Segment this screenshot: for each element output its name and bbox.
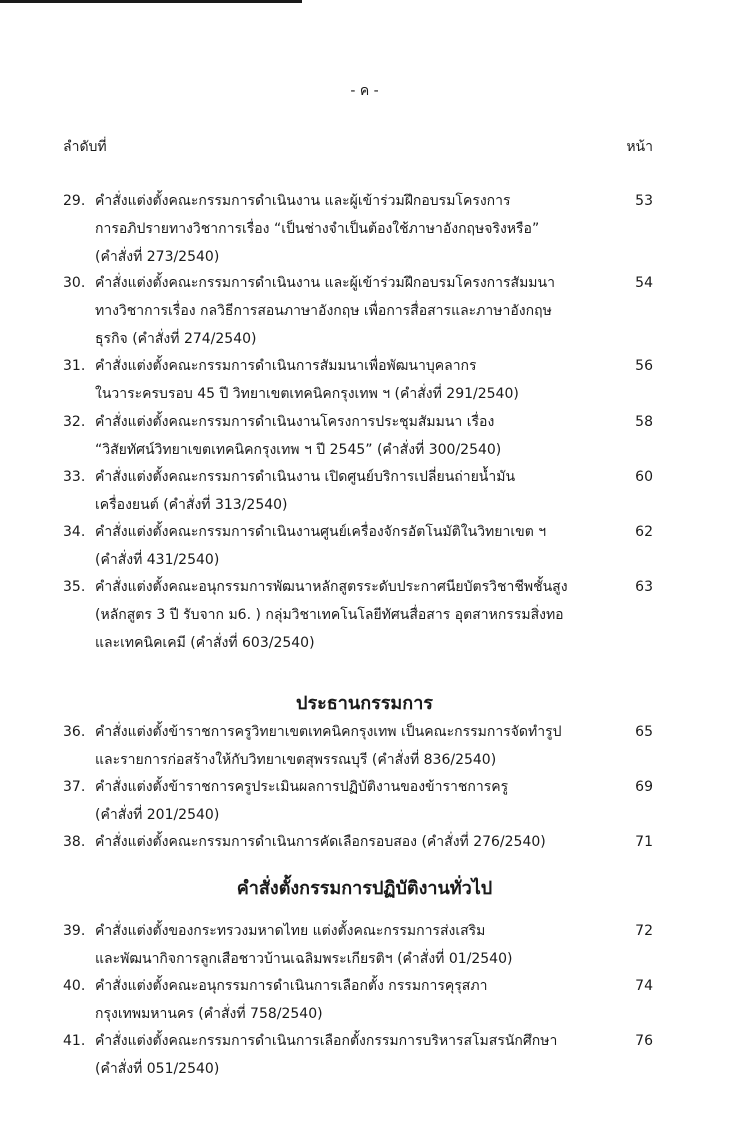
- entry-number: 35.: [63, 579, 86, 595]
- entry-text: [95, 718, 605, 774]
- entry-page-number: 71: [635, 834, 653, 850]
- entry-number: 41.: [63, 1033, 86, 1049]
- entry-page-number: 54: [635, 275, 653, 291]
- entry-page-number: 65: [635, 724, 653, 740]
- page-marker: - ค -: [350, 83, 379, 99]
- entry-line: กรุงเทพมหานคร (คำสั่งที่ 758/2540): [95, 1006, 323, 1022]
- entry-line: ในวาระครบรอบ 45 ปี วิทยาเขตเทคนิคกรุงเทพ ฯ (คำสั่งที่ 291/2540): [95, 386, 519, 402]
- entry-line: เครื่องยนต์ (คำสั่งที่ 313/2540): [95, 497, 288, 513]
- entry-line: คำสั่งแต่งตั้งคณะกรรมการดำเนินงาน เปิดศูนย์บริการเปลี่ยนถ่ายน้ำมัน: [95, 469, 516, 485]
- entry-line: (หลักสูตร 3 ปี รับจาก ม6. ) กลุ่มวิชาเทคโนโลยีทัศนสื่อสาร อุตสาหกรรมสิ่งทอ: [95, 607, 564, 623]
- entry-number: 32.: [63, 414, 86, 430]
- entry-line: และรายการก่อสร้างให้กับวิทยาเขตสุพรรณบุรี (คำสั่งที่ 836/2540): [95, 752, 497, 768]
- entry-line: ธุรกิจ (คำสั่งที่ 274/2540): [95, 331, 257, 347]
- entry-line: การอภิปรายทางวิชาการเรื่อง “เป็นช่างจำเป็นต้องใช้ภาษาอังกฤษจริงหรือ”: [95, 221, 540, 237]
- entry-page-number: 56: [635, 358, 653, 374]
- entry-page-number: 72: [635, 923, 653, 939]
- entry-number: 31.: [63, 358, 86, 374]
- entry-line: คำสั่งแต่งตั้งข้าราชการครูประเมินผลการปฏิบัติงานของข้าราชการครู: [95, 779, 509, 795]
- entry-line: และพัฒนากิจการลูกเสือชาวบ้านเฉลิมพระเกียรติฯ (คำสั่งที่ 01/2540): [95, 951, 513, 967]
- entry-line: คำสั่งแต่งตั้งคณะกรรมการดำเนินงานโครงการประชุมสัมมนา เรื่อง: [95, 414, 495, 430]
- entry-number: 34.: [63, 524, 86, 540]
- entry-line: “วิสัยทัศน์วิทยาเขตเทคนิคกรุงเทพ ฯ ปี 2545” (คำสั่งที่ 300/2540): [95, 442, 502, 458]
- entry-number: 38.: [63, 834, 86, 850]
- entry-line: คำสั่งแต่งตั้งคณะกรรมการดำเนินงาน และผู้เข้าร่วมฝึกอบรมโครงการ: [95, 193, 511, 209]
- entry-number: 40.: [63, 978, 86, 994]
- entry-page-number: 74: [635, 978, 653, 994]
- entry-page-number: 69: [635, 779, 653, 795]
- entry-number: 29.: [63, 193, 86, 209]
- order-column-header: ลำดับที่: [63, 139, 107, 155]
- entry-line: คำสั่งแต่งตั้งคณะกรรมการดำเนินงานศูนย์เครื่องจักรอัตโนมัติในวิทยาเขต ฯ: [95, 524, 547, 540]
- entry-line: และเทคนิคเคมี (คำสั่งที่ 603/2540): [95, 635, 315, 651]
- section-title: คำสั่งตั้งกรรมการปฏิบัติงานทั่วไป: [236, 878, 493, 899]
- entry-page-number: 62: [635, 524, 653, 540]
- entry-number: 36.: [63, 724, 86, 740]
- entry-page-number: 76: [635, 1033, 653, 1049]
- entry-number: 33.: [63, 469, 86, 485]
- entry-line: คำสั่งแต่งตั้งคณะอนุกรรมการดำเนินการเลือกตั้ง กรรมการคุรุสภา: [95, 978, 488, 994]
- entry-line: (คำสั่งที่ 051/2540): [95, 1061, 220, 1077]
- entry-line: (คำสั่งที่ 431/2540): [95, 552, 220, 568]
- entry-page-number: 53: [635, 193, 653, 209]
- entry-line: คำสั่งแต่งตั้งคณะอนุกรรมการพัฒนาหลักสูตรระดับประกาศนียบัตรวิชาชีพชั้นสูง: [95, 579, 568, 595]
- page-column-header: หน้า: [626, 139, 653, 155]
- entry-number: 37.: [63, 779, 86, 795]
- entry-text: [95, 972, 605, 1028]
- entry-text: [95, 518, 605, 574]
- entry-text: [95, 1027, 605, 1083]
- entry-line: (คำสั่งที่ 273/2540): [95, 249, 220, 265]
- entry-line: ทางวิชาการเรื่อง กลวิธีการสอนภาษาอังกฤษ เพื่อการสื่อสารและภาษาอังกฤษ: [95, 303, 552, 319]
- entry-text: [95, 573, 605, 657]
- section-title: ประธานกรรมการ: [296, 693, 433, 714]
- entry-text: [95, 269, 605, 353]
- entry-page-number: 60: [635, 469, 653, 485]
- entry-text: [95, 408, 605, 464]
- entry-line: คำสั่งแต่งตั้งคณะกรรมการดำเนินการเลือกตั้งกรรมการบริหารสโมสรนักศึกษา: [95, 1033, 558, 1049]
- entry-number: 30.: [63, 275, 86, 291]
- entry-number: 39.: [63, 923, 86, 939]
- entry-line: คำสั่งแต่งตั้งคณะกรรมการดำเนินงาน และผู้เข้าร่วมฝึกอบรมโครงการสัมมนา: [95, 275, 555, 291]
- entry-text: [95, 463, 605, 519]
- entry-line: (คำสั่งที่ 201/2540): [95, 807, 220, 823]
- entry-line: คำสั่งแต่งตั้งข้าราชการครูวิทยาเขตเทคนิคกรุงเทพ เป็นคณะกรรมการจัดทำรูป: [95, 724, 562, 740]
- entry-page-number: 58: [635, 414, 653, 430]
- top-rule: [0, 0, 302, 3]
- entry-text: [95, 917, 605, 973]
- entry-line: คำสั่งแต่งตั้งของกระทรวงมหาดไทย แต่งตั้งคณะกรรมการส่งเสริม: [95, 923, 486, 939]
- entry-line: คำสั่งแต่งตั้งคณะกรรมการดำเนินการสัมมนาเพื่อพัฒนาบุคลากร: [95, 358, 477, 374]
- entry-text: [95, 773, 605, 829]
- entry-text: [95, 828, 605, 856]
- entry-text: [95, 187, 605, 271]
- entry-line: คำสั่งแต่งตั้งคณะกรรมการดำเนินการคัดเลือกรอบสอง (คำสั่งที่ 276/2540): [95, 834, 546, 850]
- entry-text: [95, 352, 605, 408]
- entry-page-number: 63: [635, 579, 653, 595]
